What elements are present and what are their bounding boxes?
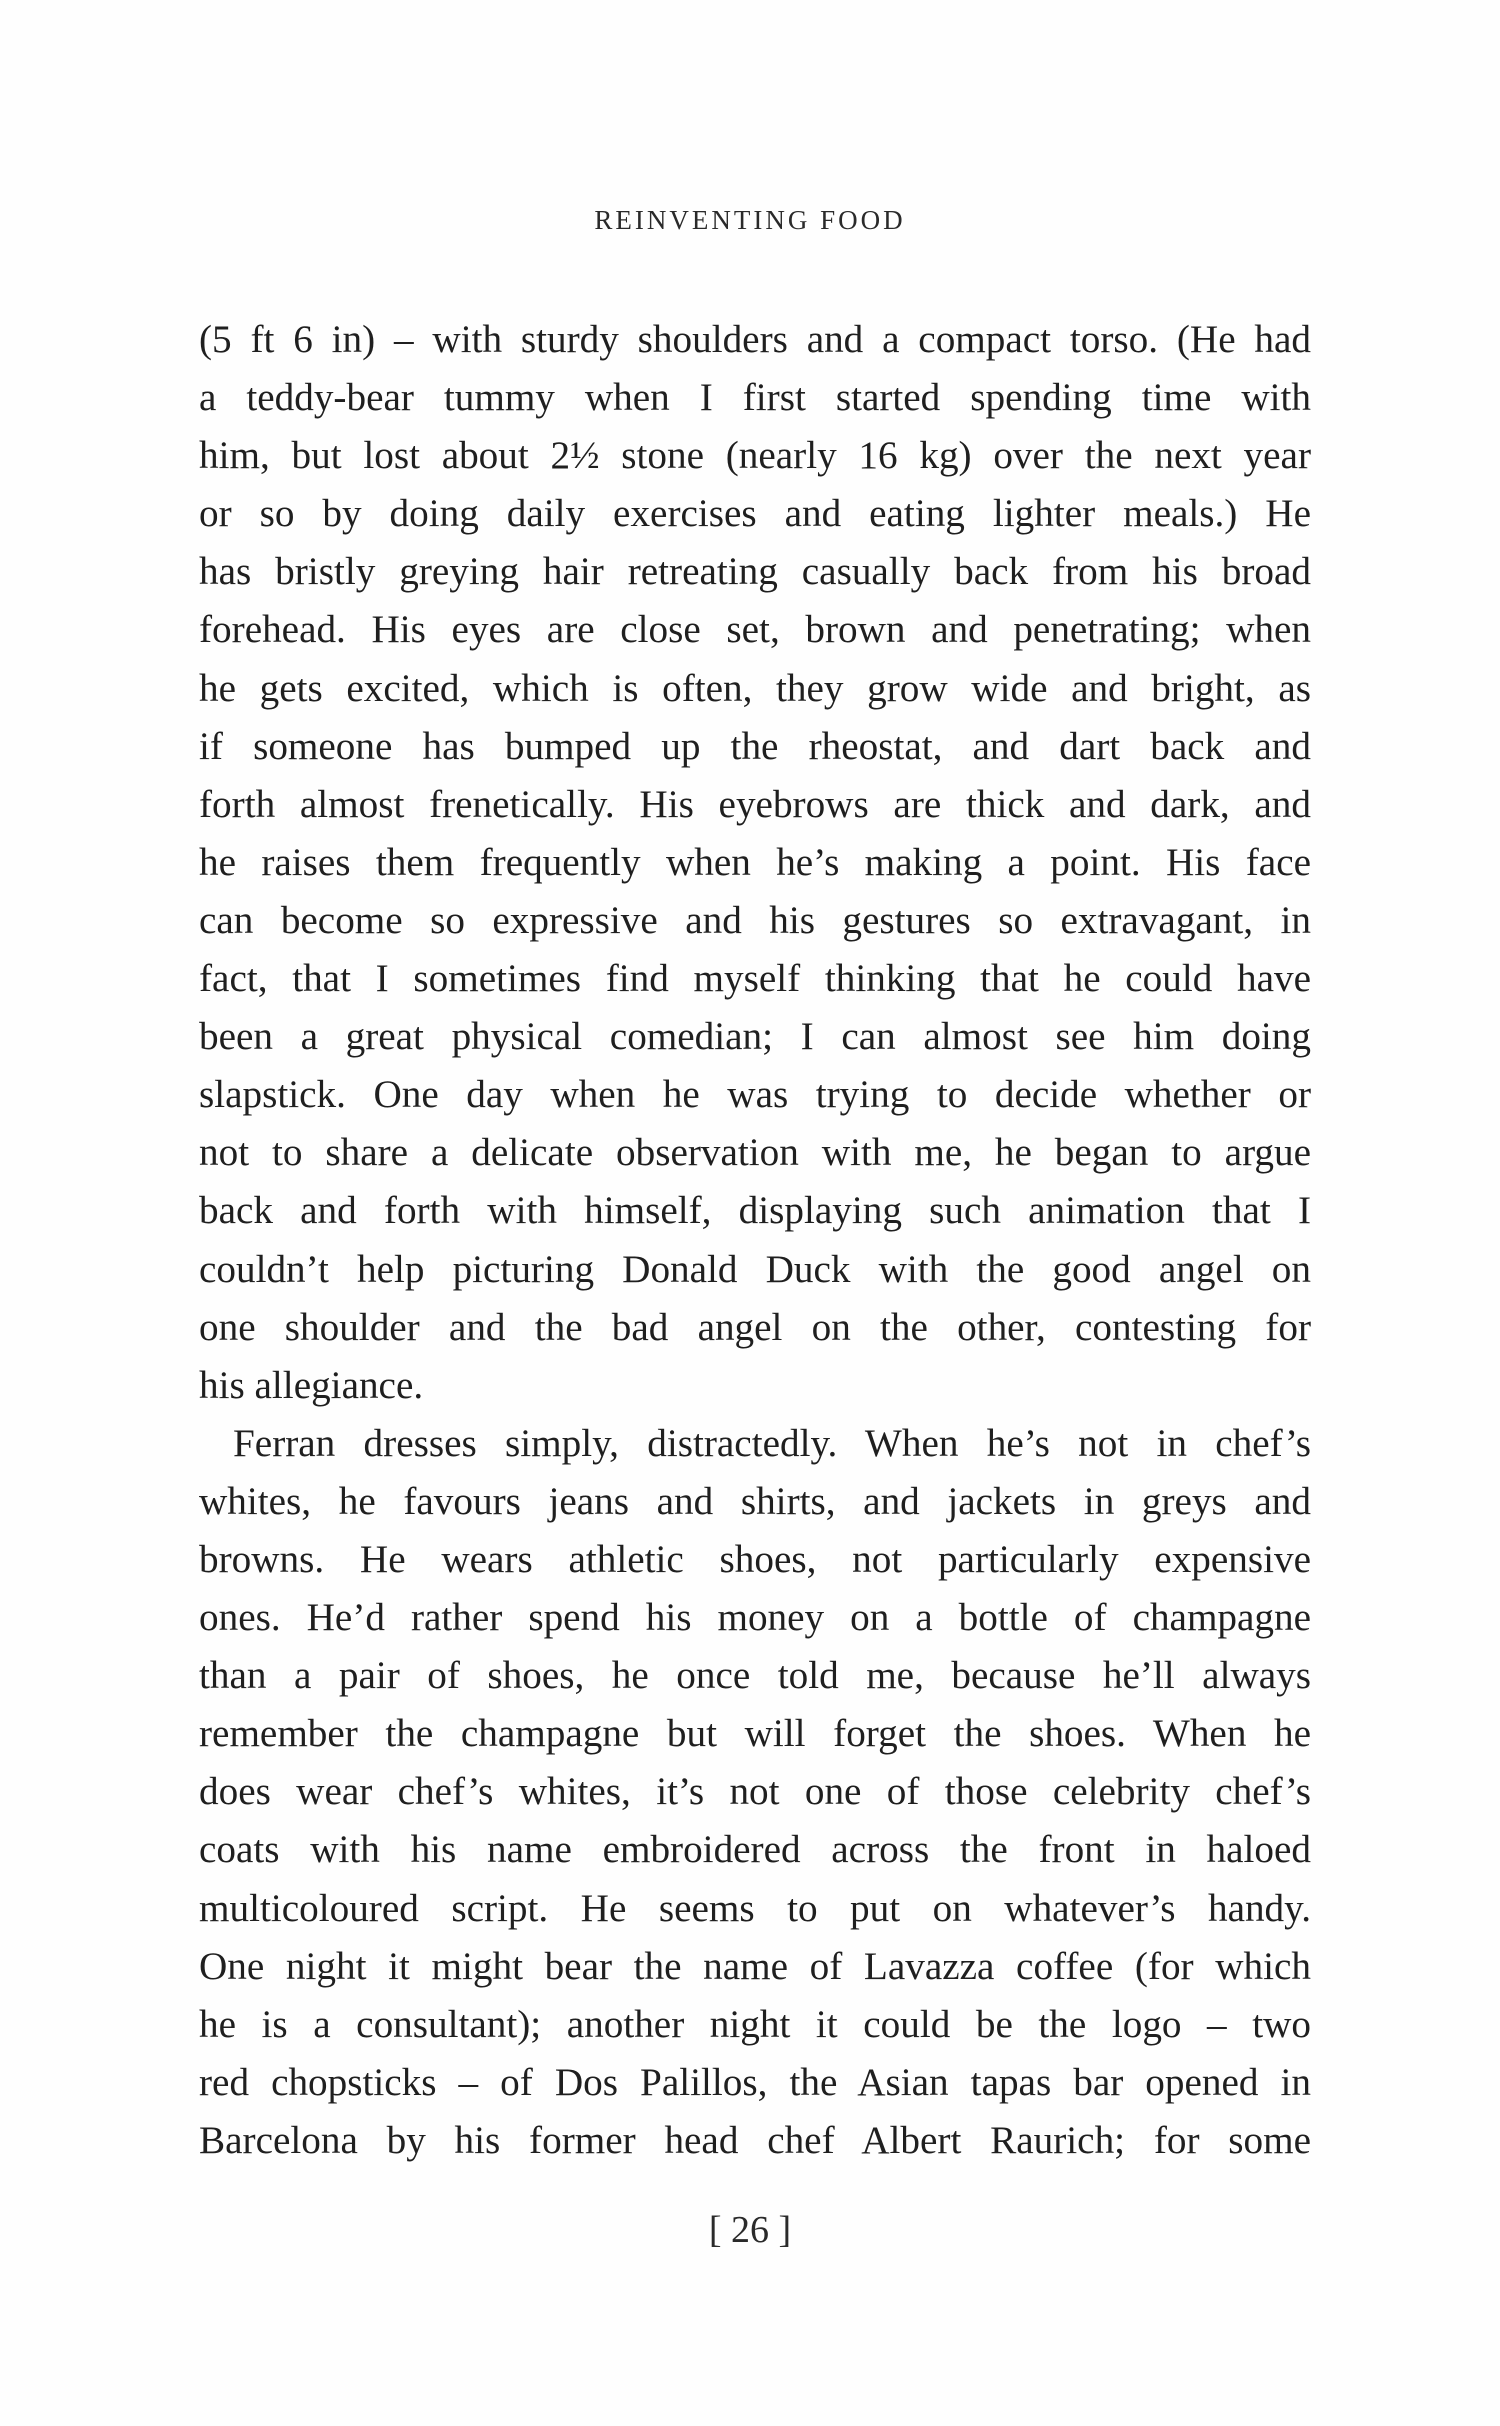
text-line: he raises them frequently when he’s making a point. His face: [199, 840, 1311, 884]
text-line: browns. He wears athletic shoes, not particularly expensive: [199, 1537, 1311, 1581]
text-line: forehead. His eyes are close set, brown and penetrating; when: [199, 608, 1311, 652]
text-line: coats with his name embroidered across the front in haloed: [199, 1828, 1311, 1872]
text-line: (5 ft 6 in) – with sturdy shoulders and a compact torso. (He had: [199, 318, 1311, 361]
text-line: a teddy-bear tummy when I first started spending time with: [199, 376, 1311, 420]
text-line: Barcelona by his former head chef Albert Raurich; for some: [199, 2118, 1311, 2162]
text-line: been a great physical comedian; I can almost see him doing: [199, 1015, 1311, 1059]
text-line: if someone has bumped up the rheostat, and dart back and: [199, 724, 1311, 768]
running-head: REINVENTING FOOD: [594, 205, 906, 235]
text-line: remember the champagne but will forget the shoes. When he: [199, 1712, 1311, 1756]
text-line: multicoloured script. He seems to put on whatever’s handy.: [199, 1886, 1311, 1930]
body-text: [199, 311, 1311, 2170]
text-line: does wear chef’s whites, it’s not one of those celebrity chef’s: [199, 1770, 1311, 1814]
text-line: forth almost frenetically. His eyebrows are thick and dark, and: [199, 782, 1311, 826]
text-line: he gets excited, which is often, they grow wide and bright, as: [199, 666, 1311, 710]
text-line: one shoulder and the bad angel on the other, contesting for: [199, 1305, 1311, 1349]
text-line: couldn’t help picturing Donald Duck with the good angel on: [199, 1247, 1311, 1291]
paragraph-end-line: his allegiance.: [199, 1363, 424, 1407]
text-line: One night it might bear the name of Lavazza coffee (for which: [199, 1944, 1311, 1988]
text-line: fact, that I sometimes find myself thinking that he could have: [199, 957, 1311, 1001]
text-line: or so by doing daily exercises and eating lighter meals.) He: [199, 492, 1311, 536]
text-line: than a pair of shoes, he once told me, because he’ll always: [199, 1654, 1311, 1698]
text-line: back and forth with himself, displaying such animation that I: [199, 1189, 1311, 1233]
paragraph-start-line: Ferran dresses simply, distractedly. When he’s not in chef’s: [233, 1421, 1311, 1465]
text-line: can become so expressive and his gestures so extravagant, in: [199, 898, 1311, 942]
text-line: has bristly greying hair retreating casually back from his broad: [199, 550, 1311, 594]
text-line: ones. He’d rather spend his money on a bottle of champagne: [199, 1596, 1311, 1640]
text-line: not to share a delicate observation with me, he began to argue: [199, 1131, 1311, 1175]
text-line: he is a consultant); another night it could be the logo – two: [199, 2002, 1311, 2046]
page-number: [ 26 ]: [708, 2209, 792, 2251]
text-line: red chopsticks – of Dos Palillos, the Asian tapas bar opened in: [199, 2060, 1311, 2104]
text-line: slapstick. One day when he was trying to decide whether or: [199, 1073, 1311, 1117]
text-line: him, but lost about 2½ stone (nearly 16 kg) over the next year: [199, 434, 1311, 478]
text-line: whites, he favours jeans and shirts, and jackets in greys and: [199, 1479, 1311, 1523]
